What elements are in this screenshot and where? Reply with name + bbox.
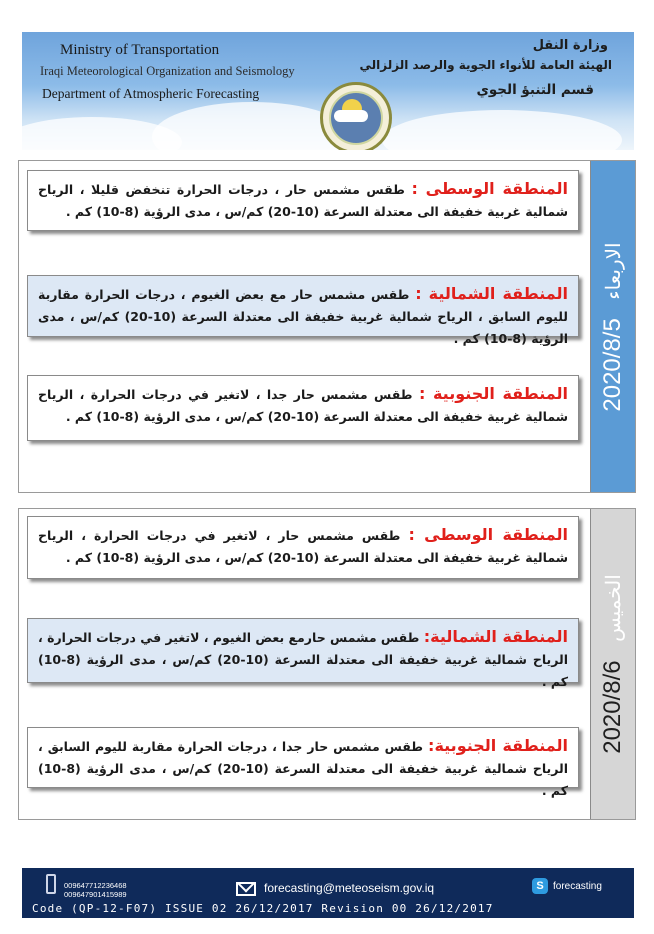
region-forecast-text: طقس مشمس حار جدا ، لاتغير في درجات الحرارة ، الرياح شمالية غربية خفيفة الى معتدلة السرعة (10-20) كم/س ، مدى الرؤية (8-10) كم .	[38, 387, 568, 424]
region-card-south	[27, 375, 579, 441]
region-card-north	[27, 275, 579, 346]
email-link[interactable]: forecasting@meteoseism.gov.iq	[264, 881, 435, 895]
skype-handle[interactable]: forecasting	[553, 881, 602, 892]
header-organization-en: Iraqi Meteorological Organization and Seismology	[40, 64, 295, 78]
header-organization-ar: الهيئة العامة للأنواء الجوية والرصد الزلزالي	[359, 58, 612, 72]
region-forecast-text: طقس مشمس حار ، لاتغير في درجات الحرارة ، الرياح شمالية غربية خفيفة الى معتدلة السرعة (10-20) كم/س ، مدى الرؤية (8-10) كم .	[38, 528, 568, 565]
region-forecast-text: طقس مشمس حار ، درجات الحرارة تنخفض قليلا ، الرياح شمالية غربية خفيفة الى معتدلة السرعة (10-20) كم/س ، مدى الرؤية (8-10) كم .	[38, 182, 568, 219]
forecast-day-1	[18, 160, 636, 493]
mail-icon	[236, 882, 256, 896]
day-name: الاربعاء	[603, 241, 625, 300]
document-code: Code (QP-12-F07) ISSUE 02 26/12/2017 Revision 00 26/12/2017	[32, 902, 494, 915]
header-ministry-ar: وزارة النقل	[532, 38, 608, 53]
day-date: 2020/8/5	[599, 317, 626, 412]
region-card-south	[27, 727, 579, 798]
header-banner	[22, 32, 634, 150]
region-forecast-text: طقس مشمس حارمع بعض الغيوم ، لاتغير في درجات الحرارة ، الرياح شمالية غربية خفيفة الى معتدلة السرعة (10-20) كم/س ، مدى الرؤية (8-10) كم .	[38, 630, 568, 689]
phone-number[interactable]: 009647712236468	[64, 881, 127, 890]
header-department-en: Department of Atmospheric Forecasting	[42, 86, 260, 101]
day-sidebar	[590, 509, 635, 819]
region-card-north	[27, 618, 579, 689]
region-card-central	[27, 170, 579, 231]
phone-icon	[46, 874, 56, 894]
skype-icon: S	[532, 878, 548, 894]
region-forecast-text: طقس مشمس حار جدا ، درجات الحرارة مقاربة لليوم السابق ، الرياح شمالية غربية خفيفة الى معتدلة السرعة (10-20) كم/س ، مدى الرؤية (8-10) كم .	[38, 739, 568, 798]
footer	[22, 868, 634, 918]
day-name: الخميس	[603, 574, 625, 642]
region-title: المنطقة الشمالية :	[415, 284, 568, 303]
region-card-central	[27, 516, 579, 579]
region-title: المنطقة الجنوبية :	[418, 384, 569, 403]
region-title: المنطقة الوسطى :	[408, 525, 569, 544]
region-title: المنطقة الجنوبية:	[428, 736, 569, 755]
header-ministry-en: Ministry of Transportation	[60, 42, 220, 58]
phone-numbers	[64, 881, 127, 899]
cloud-decoration	[382, 110, 622, 150]
forecast-day-2	[18, 508, 636, 820]
day-date: 2020/8/6	[599, 660, 626, 754]
organization-logo	[320, 82, 392, 150]
region-forecast-text: طقس مشمس حار مع بعض الغيوم ، درجات الحرارة مقاربة لليوم السابق ، الرياح شمالية غربية خفيفة الى معتدلة السرعة (10-20) كم/س ، مدى الرؤية (8-10) كم .	[38, 287, 568, 346]
region-title: المنطقة الشمالية:	[423, 627, 568, 646]
header-department-ar: قسم التنبؤ الجوي	[476, 82, 594, 98]
phone-number[interactable]: 009647901415989	[64, 890, 127, 899]
region-title: المنطقة الوسطى :	[411, 179, 568, 198]
day-sidebar	[590, 161, 635, 492]
cloud-decoration	[22, 117, 182, 150]
